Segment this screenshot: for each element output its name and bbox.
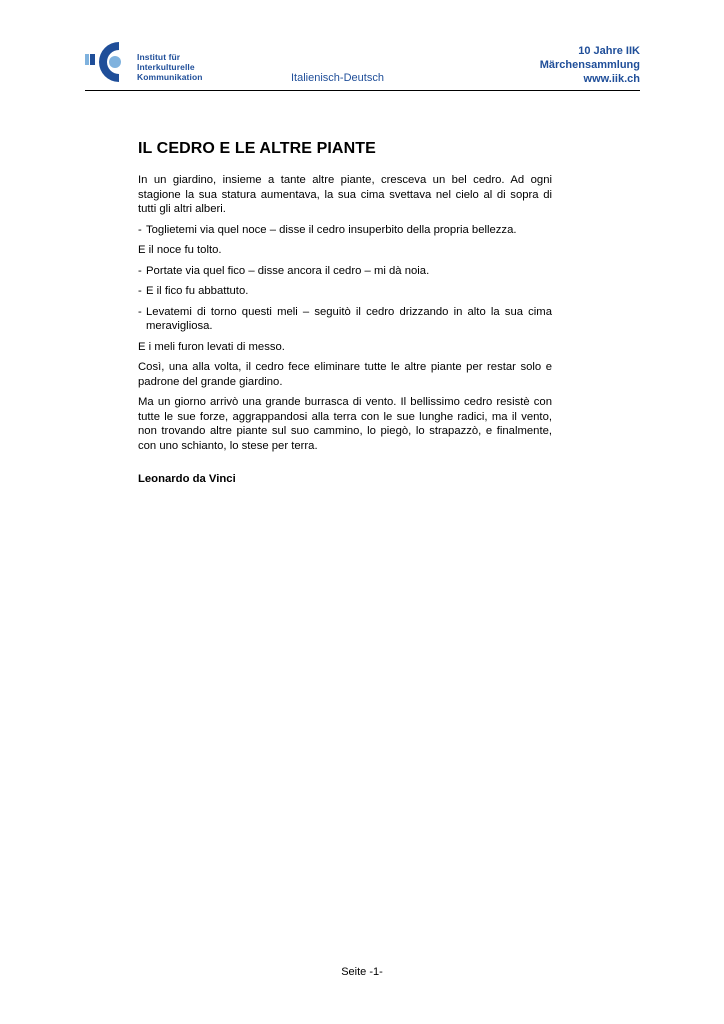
dialogue-line: - Levatemi di torno questi meli – seguitò il cedro drizzando in alto la sua cima meravigliosa. <box>138 305 552 334</box>
iik-logo-icon <box>85 38 135 86</box>
dialogue-line: - E il fico fu abbattuto. <box>138 284 552 299</box>
paragraph: Così, una alla volta, il cedro fece eliminare tutte le altre piante per restar solo e padrone del grande giardino. <box>138 361 552 388</box>
story-title: IL CEDRO E LE ALTRE PIANTE <box>138 140 376 157</box>
dialogue-line: - Toglietemi via quel noce – disse il cedro insuperbito della propria bellezza. <box>138 223 552 238</box>
iik-logo <box>85 38 225 86</box>
language-pair: Italienisch-Deutsch <box>291 72 384 84</box>
logo-line: Institut für <box>137 52 181 62</box>
anniversary-label: 10 Jahre IIK <box>578 45 640 57</box>
paragraph: E il noce fu tolto. <box>138 244 222 256</box>
page-number: Seite -1- <box>341 966 383 978</box>
website-link[interactable]: www.iik.ch <box>583 73 640 85</box>
header-info <box>540 44 640 86</box>
paragraph: In un giardino, insieme a tante altre piante, cresceva un bel cedro. Ad ogni stagione la sua statura aumentava, la sua cima svettava nel cielo al di sopra di tutti gli altri alberi. <box>138 174 552 215</box>
paragraph: E i meli furon levati di messo. <box>138 340 285 353</box>
page-header <box>85 38 640 91</box>
author-name: Leonardo da Vinci <box>138 473 236 485</box>
collection-label: Märchensammlung <box>539 59 640 71</box>
logo-line: Interkulturelle <box>137 62 195 72</box>
story-content <box>138 140 552 485</box>
logo-line: Kommunikation <box>137 72 203 82</box>
paragraph: Ma un giorno arrivò una grande burrasca di vento. Il bellissimo cedro resistè con tutte le sue forze, aggrappandosi alla terra con le sue lunghe radici, ma il vento, non trovando altre piante sul suo cammino, lo piegò, lo strapazzò, e finalmente, con uno schianto, lo stese per terra. <box>138 396 552 452</box>
logo-text <box>137 52 203 82</box>
dialogue-line: - Portate via quel fico – disse ancora il cedro – mi dà noia. <box>138 264 552 279</box>
